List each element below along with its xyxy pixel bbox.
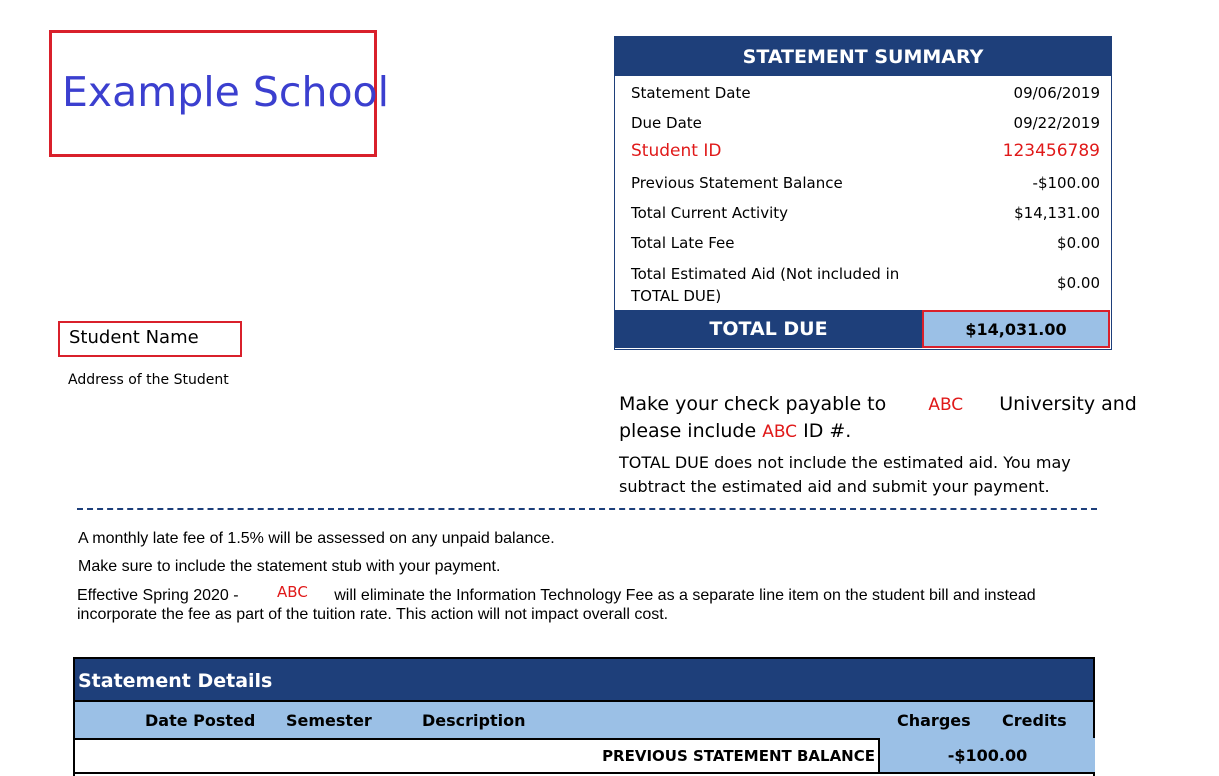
payment-text: please include <box>619 420 757 442</box>
summary-value: $0.00 <box>1057 234 1100 252</box>
column-header-description: Description <box>422 711 526 730</box>
effective-note <box>77 583 1077 624</box>
payee-placeholder: ABC <box>928 395 964 415</box>
payment-text: University and <box>999 393 1137 415</box>
note-text: Effective Spring 2020 - <box>77 587 239 604</box>
statement-summary-table <box>614 36 1112 350</box>
summary-row-estimated-aid <box>615 263 1111 307</box>
student-name: Student Name <box>69 327 199 348</box>
summary-title: STATEMENT SUMMARY <box>615 37 1111 76</box>
payment-text: ID #. <box>803 420 852 442</box>
stub-divider <box>77 508 1097 510</box>
summary-value: 09/22/2019 <box>1013 114 1100 132</box>
summary-label: Total Current Activity <box>631 204 789 222</box>
details-title: Statement Details <box>78 670 273 692</box>
id-placeholder: ABC <box>762 422 798 442</box>
previous-balance-row <box>75 738 1093 772</box>
summary-value: $14,131.00 <box>1014 204 1100 222</box>
summary-value: $0.00 <box>1057 274 1100 292</box>
summary-label: Previous Statement Balance <box>631 174 843 192</box>
summary-value: 09/06/2019 <box>1013 84 1100 102</box>
student-address: Address of the Student <box>68 372 229 388</box>
note-text: will eliminate the Information Technology Fee as a separate line item on the student bill and instead incorporate the fee as part of the tuition rate. This action will not impact overall cost. <box>77 587 1036 623</box>
summary-label: Statement Date <box>631 84 751 102</box>
summary-label: Total Estimated Aid (Not included in TOTAL DUE) <box>631 265 900 305</box>
summary-value: 123456789 <box>1002 141 1100 161</box>
previous-balance-amount: -$100.00 <box>878 738 1095 772</box>
column-header-credits: Credits <box>1002 711 1067 730</box>
summary-label: Total Late Fee <box>631 234 735 252</box>
payment-text: Make your check payable to <box>619 393 887 415</box>
previous-balance-label: PREVIOUS STATEMENT BALANCE <box>602 747 875 765</box>
statement-details-table <box>73 657 1095 776</box>
stub-note: Make sure to include the statement stub with your payment. <box>78 558 501 575</box>
summary-label: Student ID <box>631 141 722 161</box>
column-header-charges: Charges <box>897 711 971 730</box>
payment-instruction-line2 <box>619 420 851 442</box>
school-name: Example School <box>62 68 390 116</box>
details-title-bar <box>75 657 1093 700</box>
total-due-amount: $14,031.00 <box>922 310 1110 348</box>
school-placeholder: ABC <box>277 583 308 601</box>
payment-instruction-line1 <box>619 393 1137 415</box>
details-column-headers <box>75 700 1093 740</box>
summary-value: -$100.00 <box>1032 174 1100 192</box>
column-header-date-posted: Date Posted <box>145 711 256 730</box>
column-header-semester: Semester <box>286 711 372 730</box>
estimated-aid-note: TOTAL DUE does not include the estimated aid. You may subtract the estimated aid and submit your payment. <box>619 453 1071 496</box>
summary-label: Due Date <box>631 114 702 132</box>
details-row-border <box>75 772 1093 774</box>
late-fee-note: A monthly late fee of 1.5% will be assessed on any unpaid balance. <box>78 530 555 547</box>
total-due-label: TOTAL DUE <box>615 310 922 348</box>
